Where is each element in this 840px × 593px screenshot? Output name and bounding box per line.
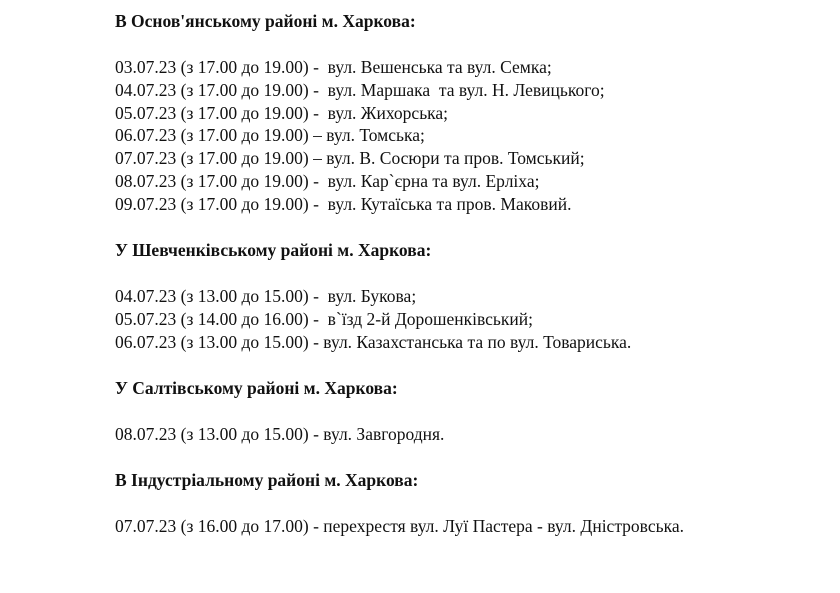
schedule-entry: 05.07.23 (з 17.00 до 19.00) - вул. Жихорська; (115, 102, 449, 123)
schedule-entry: 04.07.23 (з 17.00 до 19.00) - вул. Маршака та вул. Н. Левицького; (115, 79, 605, 100)
schedule-list (115, 56, 605, 216)
schedule-entry: 06.07.23 (з 13.00 до 15.00) - вул. Казахстанська та по вул. Товариська. (115, 331, 632, 352)
schedule-entry: 06.07.23 (з 17.00 до 19.00) – вул. Томська; (115, 125, 425, 146)
schedule-list (115, 285, 631, 353)
section-heading: У Салтівському районі м. Харкова: (115, 378, 398, 398)
section-industrialnyi (115, 469, 684, 538)
section-shevchenkivskyi (115, 239, 631, 353)
schedule-entry: 05.07.23 (з 14.00 до 16.00) - в`їзд 2-й Дорошенківський; (115, 308, 533, 329)
schedule-entry: 08.07.23 (з 17.00 до 19.00) - вул. Кар`єрна та вул. Ерліха; (115, 170, 540, 191)
schedule-entry: 07.07.23 (з 17.00 до 19.00) – вул. В. Сосюри та пров. Томський; (115, 148, 585, 169)
schedule-entry: 04.07.23 (з 13.00 до 15.00) - вул. Букова; (115, 286, 417, 306)
schedule-entry: 09.07.23 (з 17.00 до 19.00) - вул. Кутаїська та пров. Маковий. (115, 193, 572, 214)
schedule-entry: 08.07.23 (з 13.00 до 15.00) - вул. Завгородня. (115, 424, 445, 444)
schedule-entry: 03.07.23 (з 17.00 до 19.00) - вул. Вешенська та вул. Семка; (115, 57, 552, 77)
schedule-entry: 07.07.23 (з 16.00 до 17.00) - перехрестя вул. Луї Пастера - вул. Дністровська. (115, 516, 684, 536)
section-heading: В Основ'янському районі м. Харкова: (115, 11, 416, 31)
section-heading: В Індустріальному районі м. Харкова: (115, 470, 419, 490)
section-saltivskyi (115, 377, 444, 446)
schedule-list (115, 515, 684, 538)
section-heading: У Шевченківському районі м. Харкова: (115, 240, 432, 260)
section-osnovianskyi (115, 10, 605, 216)
schedule-list (115, 423, 444, 446)
